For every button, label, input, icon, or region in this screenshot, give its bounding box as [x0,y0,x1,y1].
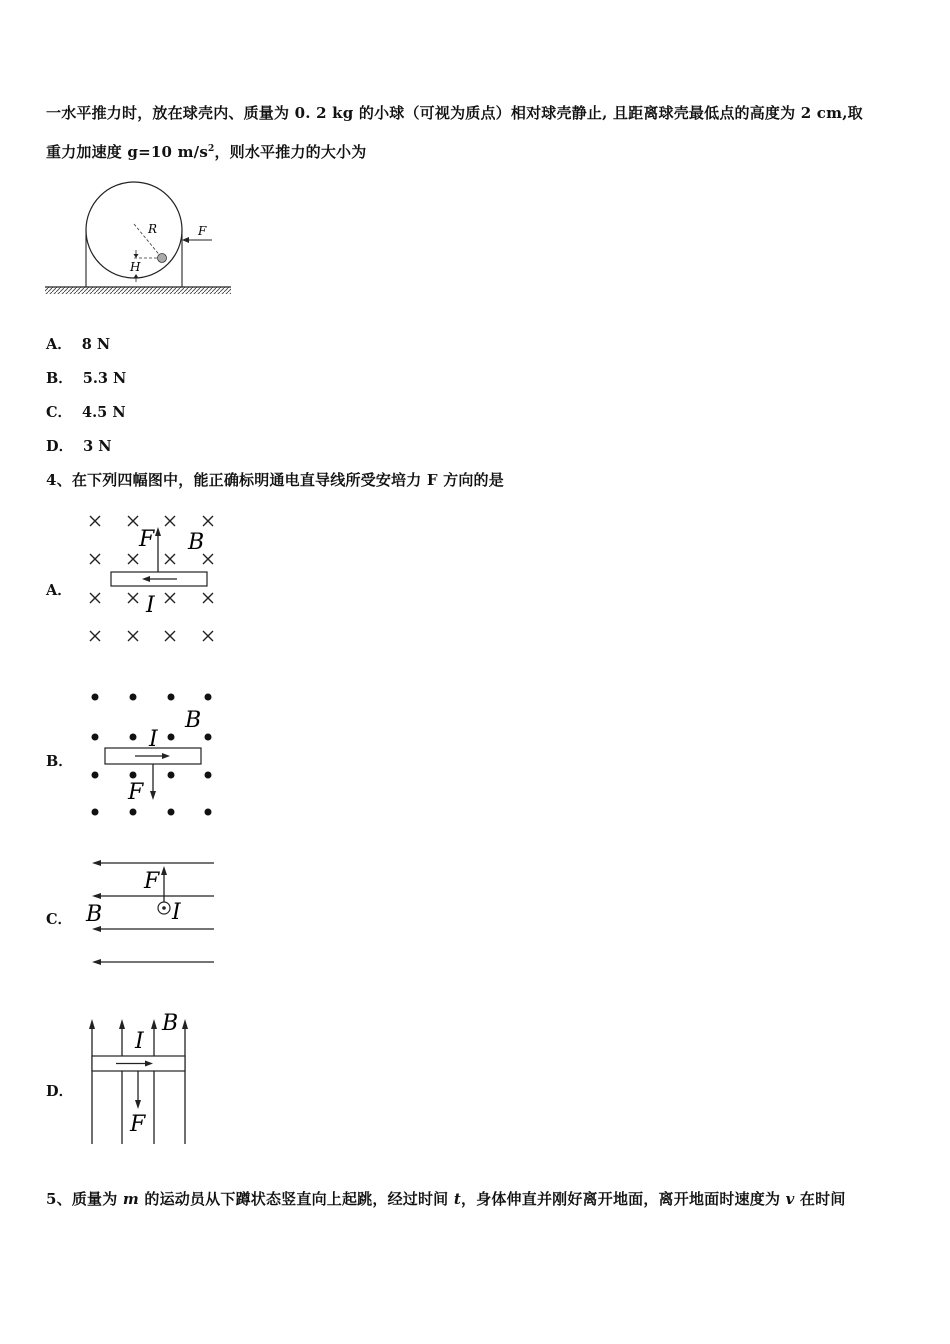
option-letter: A． [46,336,72,353]
q3-option-a[interactable] [46,333,110,354]
q4-option-d-letter[interactable]: D． [46,1083,74,1100]
q5-stem [46,1188,846,1209]
B-label-a: B [188,530,205,555]
option-value: 8 N [81,336,111,353]
q4-figure-d [84,1008,224,1148]
option-value: 4.5 N [82,404,126,421]
R-label: R [148,222,158,236]
q3-exponent: 2 [207,144,215,154]
q3-sphere-figure [44,172,236,298]
q5-var-t: t [453,1190,461,1208]
q5-text-3: ，身体伸直并刚好离开地面，离开地面时速度为 [460,1190,786,1208]
ground [45,287,231,294]
F-label-a: F [139,527,155,552]
q5-var-m: m [122,1190,139,1208]
q5-text-2: 的运动员从下蹲状态竖直向上起跳，经过时间 [138,1190,454,1208]
q3-stem-line2 [46,141,366,162]
I-label-c: I [172,900,181,925]
q3-option-c[interactable] [46,401,126,422]
option-value: 3 N [83,438,112,455]
q3-gravity-text: 重力加速度 g=10 m/s [46,143,208,161]
q4-figure-c [84,855,224,970]
B-label-b: B [185,708,202,733]
option-letter: B． [46,370,73,387]
q5-text-4: 在时间 [794,1190,846,1208]
option-value: 5.3 N [82,370,127,387]
q4-stem: 4、在下列四幅图中，能正确标明通电直导线所受安培力 F 方向的是 [46,471,504,489]
I-label-a: I [146,593,155,618]
q4-figure-b [84,688,224,823]
q4-option-c-letter[interactable]: C． [46,911,73,928]
small-ball [158,254,167,263]
q3-stem-line1: 一水平推力时，放在球壳内、质量为 0. 2 kg 的小球（可视为质点）相对球壳静止, 且距离球壳最低点的高度为 2 cm,取 [46,104,863,122]
q3-option-b[interactable] [46,367,126,388]
q5-text-1: 5、质量为 [46,1190,123,1208]
option-letter: D． [46,438,74,455]
F-label-d: F [130,1112,146,1137]
q4-figure-a [84,510,224,650]
q3-option-d[interactable] [46,435,111,456]
H-label: H [130,260,141,274]
option-letter: C． [46,404,73,421]
I-label-b: I [149,727,158,752]
F-label-c: F [144,869,160,894]
B-label-c: B [86,902,103,927]
q5-var-v: v [785,1190,795,1208]
B-label-d: B [162,1011,179,1036]
F-label-b: F [128,780,144,805]
q4-option-a-letter[interactable]: A． [46,582,72,599]
q4-option-b-letter[interactable]: B． [46,753,73,770]
q3-stem-suffix: ，则水平推力的大小为 [214,143,367,161]
F-label: F [198,224,207,238]
I-label-d: I [135,1029,144,1054]
